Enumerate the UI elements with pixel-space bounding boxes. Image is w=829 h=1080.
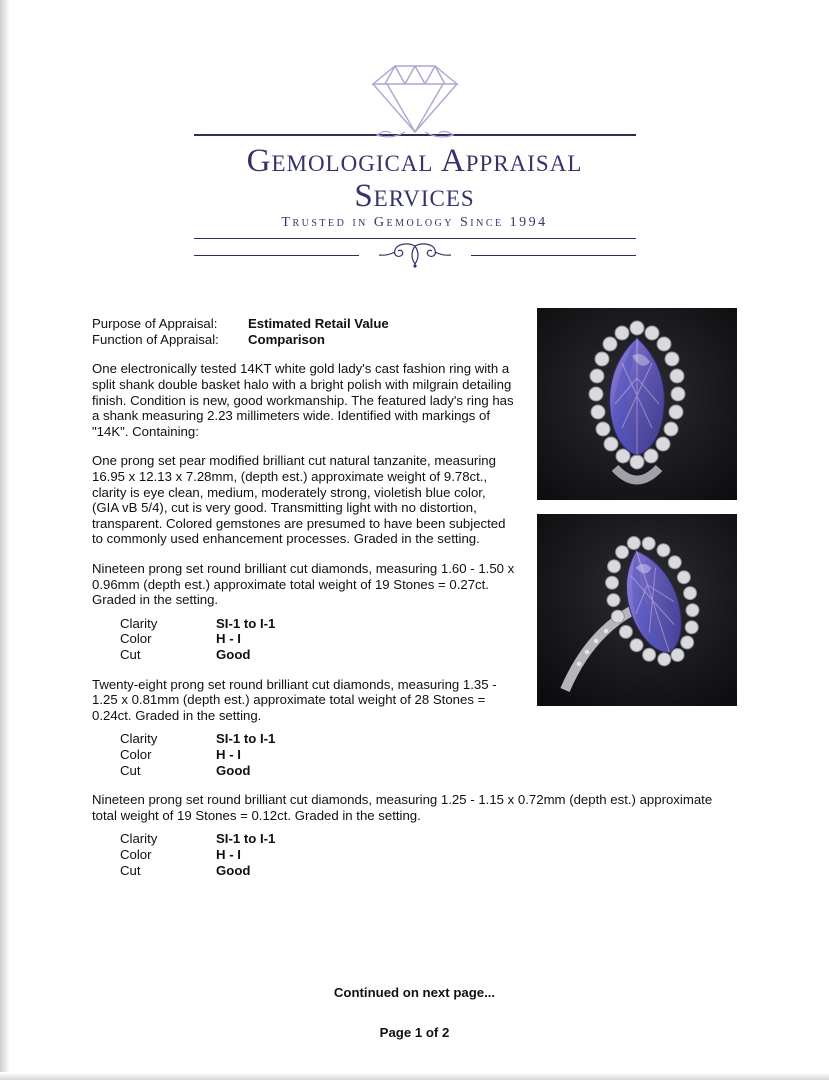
company-tagline: Trusted in Gemology Since 1994: [281, 215, 548, 231]
color-label: Color: [120, 746, 152, 762]
scan-edge: [0, 0, 12, 1080]
cut-label: Cut: [120, 646, 141, 662]
page-number: Page 1 of 2: [379, 1025, 450, 1040]
ring-photos: [537, 308, 737, 720]
grading-row: [120, 747, 737, 763]
continued-note: Continued on next page...: [333, 985, 496, 1000]
paragraph-diamonds-1: Nineteen prong set round brilliant cut diamonds, measuring 1.60 - 1.50 x 0.96mm (depth est.) approximate total weight of 19 Stones = 0.27ct. Graded in the setting.: [92, 561, 515, 608]
ring-photo-top-view: [537, 308, 737, 500]
ring-photo-side-view: [537, 514, 737, 706]
clarity-label: Clarity: [120, 615, 158, 631]
cut-label: Cut: [120, 762, 141, 778]
color-value: H - I: [216, 631, 241, 647]
color-value: H - I: [216, 846, 241, 862]
purpose-row: [92, 316, 515, 332]
paragraph-ring-description: One electronically tested 14KT white gold lady's cast fashion ring with a split shank double basket halo with a bright polish with milgrain detailing finish. Condition is new, good workmanship. The featured lady's ring has a shank measuring 2.23 millimeters wide. Identified with markings of "14K". Containing:: [92, 361, 514, 439]
function-row: [92, 332, 515, 348]
grading-table-2: [120, 731, 737, 778]
grading-row: [120, 831, 737, 847]
clarity-value: SI-1 to I-1: [216, 831, 276, 847]
cut-label: Cut: [120, 862, 141, 878]
purpose-value: Estimated Retail Value: [248, 316, 389, 332]
grading-row: [120, 731, 737, 747]
letterhead: [194, 52, 636, 272]
grading-row: [120, 616, 515, 632]
header-rule-top: [194, 134, 636, 136]
cut-value: Good: [216, 646, 251, 662]
cut-value: Good: [216, 862, 251, 878]
grading-row: [120, 847, 737, 863]
clarity-label: Clarity: [120, 831, 158, 847]
purpose-label: Purpose of Appraisal:: [92, 316, 218, 332]
function-value: Comparison: [248, 331, 325, 347]
company-name: Gemological Appraisal Services: [246, 143, 583, 214]
grading-table-3: [120, 831, 737, 878]
clarity-value: SI-1 to I-1: [216, 731, 276, 747]
function-label: Function of Appraisal:: [92, 331, 219, 347]
paragraph-tanzanite: One prong set pear modified brilliant cut natural tanzanite, measuring 16.95 x 12.13 x 7.28mm, (depth est.) approximate weight of 9.78ct., clarity is eye clean, medium, moderately strong, violetish blue color, (GIA vB 5/4), cut is very good. Transmitting light with no distortion, transparent. Colored gemstones are presumed to have been subjected to commonly used enhancement processes. Graded in the setting.: [92, 453, 506, 547]
scan-edge: [0, 1072, 829, 1080]
paragraph-diamonds-2: Twenty-eight prong set round brilliant cut diamonds, measuring 1.35 - 1.25 x 0.81mm (depth est.) approximate total weight of 28 Stones = 0.24ct. Graded in the setting.: [92, 676, 497, 723]
grading-row: [120, 647, 515, 663]
grading-row: [120, 631, 515, 647]
color-label: Color: [120, 631, 152, 647]
scroll-ornament-icon: [359, 240, 471, 270]
color-label: Color: [120, 846, 152, 862]
grading-row: [120, 763, 737, 779]
cut-value: Good: [216, 762, 251, 778]
document-body: [92, 316, 737, 892]
color-value: H - I: [216, 746, 241, 762]
clarity-label: Clarity: [120, 731, 158, 747]
diamond-logo-icon: [335, 52, 495, 140]
paragraph-diamonds-3: Nineteen prong set round brilliant cut diamonds, measuring 1.25 - 1.15 x 0.72mm (depth est.) approximate total weight of 19 Stones = 0.12ct. Graded in the setting.: [92, 792, 713, 823]
grading-row: [120, 863, 737, 879]
clarity-value: SI-1 to I-1: [216, 615, 276, 631]
header-rule-bottom: [194, 238, 636, 272]
